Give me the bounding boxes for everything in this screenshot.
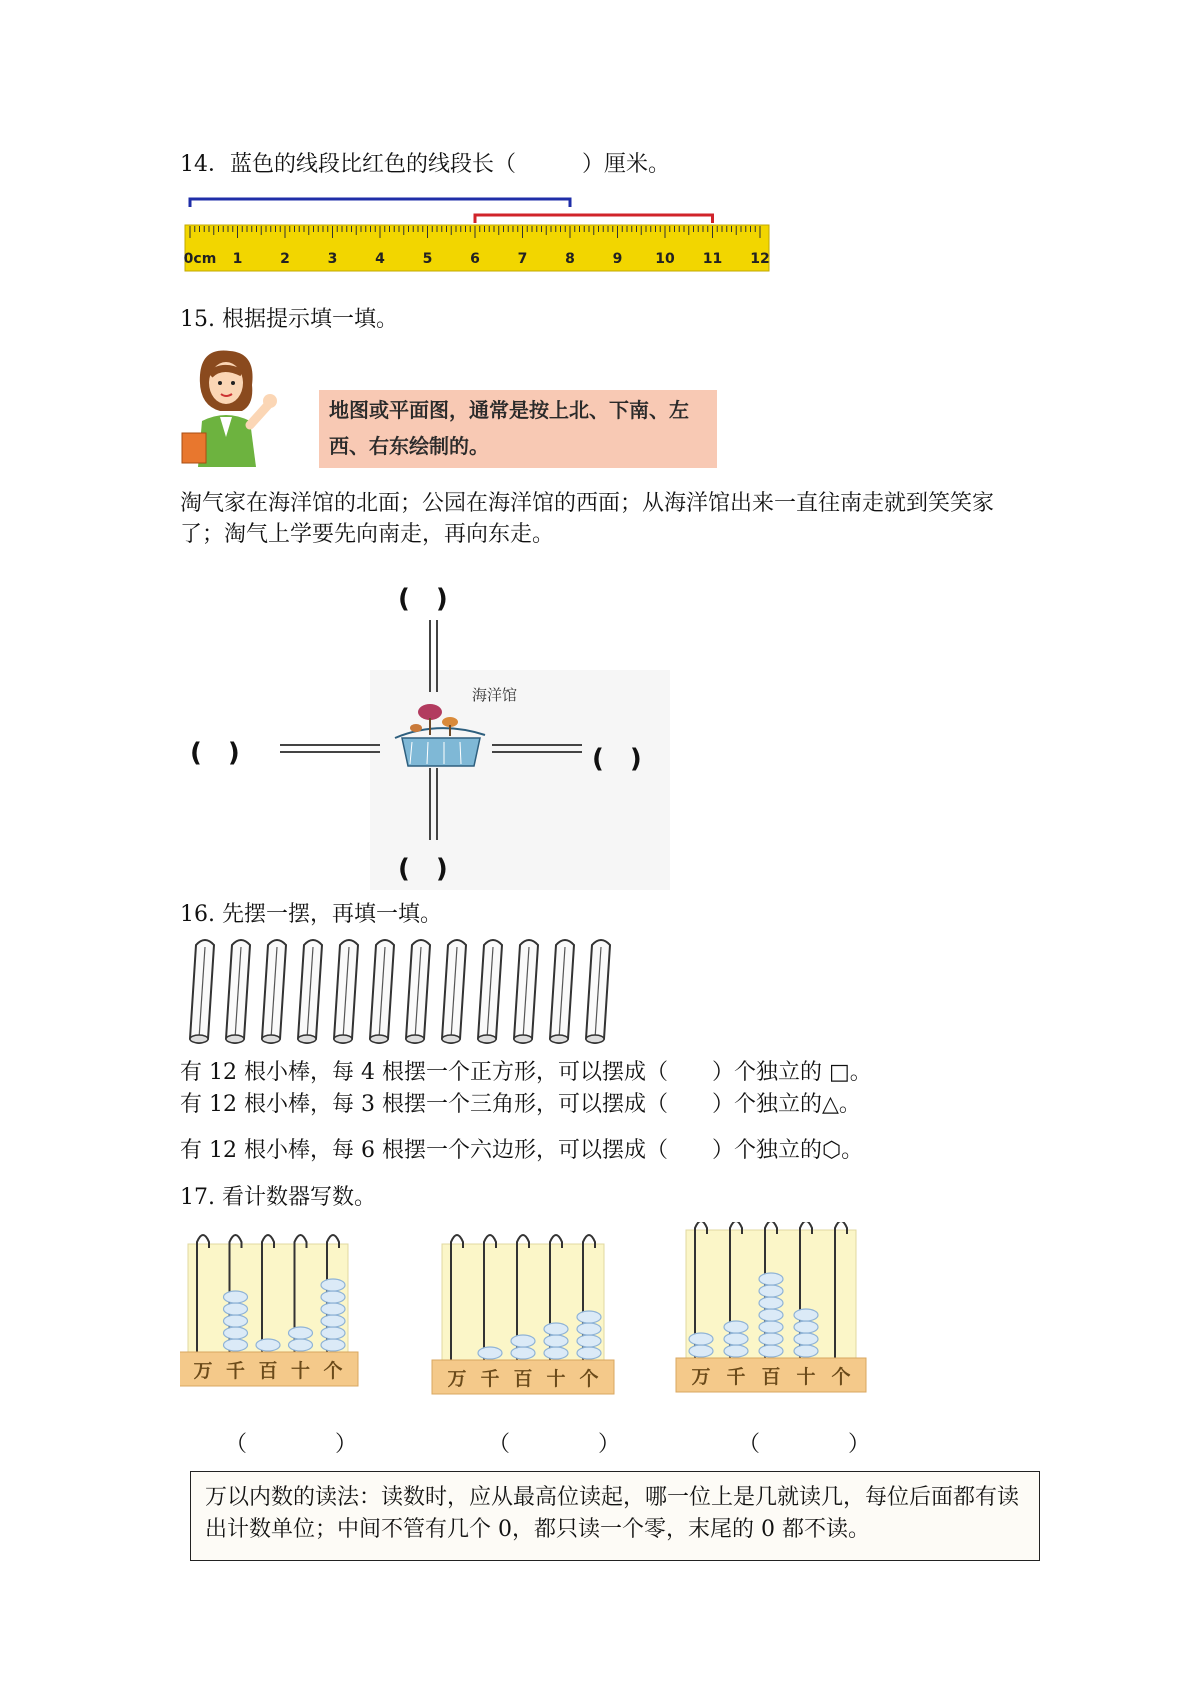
west-blank[interactable]: ( ) xyxy=(190,738,240,768)
abacus-bead xyxy=(321,1315,345,1327)
stick xyxy=(586,940,610,1043)
q16-title: 16. 先摆一摆，再填一填。 xyxy=(180,902,442,927)
q16-line-2: 有 12 根小棒，每 3 根摆一个三角形，可以摆成（ ）个独立的△。 xyxy=(180,1092,861,1117)
abacus-bead xyxy=(759,1345,783,1357)
abacus-bead xyxy=(759,1309,783,1321)
sticks-figure xyxy=(180,935,640,1047)
answer-3[interactable]: （ ） xyxy=(738,1432,871,1457)
ruler-label: 9 xyxy=(612,251,623,267)
abacus-bead xyxy=(321,1279,345,1291)
abacus xyxy=(432,1235,614,1394)
abacus-bead xyxy=(256,1339,280,1351)
abacus-bead xyxy=(577,1347,601,1359)
abacus-bead xyxy=(321,1339,345,1351)
q15-paragraph: 淘气家在海洋馆的北面；公园在海洋馆的西面；从海洋馆出来一直往南走就到笑笑家了；淘气上学要先向南走，再向东走。 xyxy=(180,491,995,547)
place-label: 万 xyxy=(447,1368,467,1390)
reading-rule-box: 万以内数的读法：读数时，应从最高位读起，哪一位上是几就读几，每位后面都有读出计数单位；中间不管有几个 0，都只读一个零，末尾的 0 都不读。 xyxy=(190,1471,1040,1561)
abacus-bead xyxy=(544,1335,568,1347)
abacus-bead xyxy=(511,1335,535,1347)
blue-segment xyxy=(190,199,570,207)
abacus-bead xyxy=(289,1339,313,1351)
place-label: 千 xyxy=(726,1366,746,1388)
stick xyxy=(514,940,538,1043)
abacus xyxy=(180,1235,358,1386)
ruler-figure xyxy=(180,195,780,281)
stick xyxy=(550,940,574,1043)
abacus-bead xyxy=(577,1323,601,1335)
place-label: 千 xyxy=(225,1360,246,1382)
abacus-bead xyxy=(511,1347,535,1359)
stick xyxy=(370,940,394,1043)
q16-line-1: 有 12 根小棒，每 4 根摆一个正方形，可以摆成（ ）个独立的 □。 xyxy=(180,1060,872,1085)
hint-box: 地图或平面图，通常是按上北、下南、左西、右东绘制的。 xyxy=(319,390,717,468)
abacus-bead xyxy=(478,1347,502,1359)
ruler-label: 1 xyxy=(232,251,243,267)
abacus-bead xyxy=(759,1321,783,1333)
abacus-bead xyxy=(224,1291,248,1303)
abacus-bead xyxy=(759,1333,783,1345)
place-label: 百 xyxy=(258,1360,278,1382)
abacus-bead xyxy=(794,1345,818,1357)
abacus-bead xyxy=(759,1285,783,1297)
abacus-bead xyxy=(544,1323,568,1335)
abacus-bead xyxy=(794,1333,818,1345)
north-blank[interactable]: ( ) xyxy=(398,584,448,614)
answer-2[interactable]: （ ） xyxy=(488,1432,621,1457)
q14-text: 14．蓝色的线段比红色的线段长（ ）厘米。 xyxy=(180,152,670,177)
stick xyxy=(478,940,502,1043)
teacher-illustration xyxy=(180,345,285,467)
abacus-bead xyxy=(689,1345,713,1357)
place-label: 百 xyxy=(513,1368,533,1390)
q15-title: 15. 根据提示填一填。 xyxy=(180,307,398,332)
red-segment xyxy=(475,215,713,223)
abacus xyxy=(676,1222,866,1392)
compass-diagram xyxy=(180,570,680,890)
q16-line-3: 有 12 根小棒，每 6 根摆一个六边形，可以摆成（ ）个独立的⬡。 xyxy=(180,1138,864,1163)
abacus-bead xyxy=(724,1333,748,1345)
stick xyxy=(334,940,358,1043)
q17-title: 17. 看计数器写数。 xyxy=(180,1185,376,1210)
ruler-label: 12 xyxy=(750,251,770,267)
place-label: 十 xyxy=(546,1368,566,1390)
stick xyxy=(262,940,286,1043)
south-blank[interactable]: ( ) xyxy=(398,854,448,884)
answer-1[interactable]: （ ） xyxy=(225,1432,358,1457)
stick xyxy=(406,940,430,1043)
place-label: 百 xyxy=(761,1366,781,1388)
abacus-bead xyxy=(577,1335,601,1347)
abacus-bead xyxy=(224,1303,248,1315)
abacus-bead xyxy=(724,1345,748,1357)
aquarium-icon xyxy=(395,704,485,766)
abacus-bead xyxy=(544,1347,568,1359)
place-label: 个 xyxy=(323,1360,343,1382)
abacus-bead xyxy=(321,1291,345,1303)
abacus-bead xyxy=(794,1309,818,1321)
abacus-figures xyxy=(180,1222,900,1422)
east-blank[interactable]: ( ) xyxy=(592,744,642,774)
ruler-label: 7 xyxy=(517,251,528,267)
abacus-bead xyxy=(224,1315,248,1327)
abacus-bead xyxy=(321,1303,345,1315)
ruler-label: 11 xyxy=(702,251,723,267)
place-label: 十 xyxy=(290,1360,311,1382)
ruler-label: 2 xyxy=(280,251,290,267)
abacus-bead xyxy=(224,1327,248,1339)
stick xyxy=(226,940,250,1043)
stick xyxy=(442,940,466,1043)
ruler-label: 5 xyxy=(422,251,433,267)
ruler-label: 3 xyxy=(327,251,338,267)
abacus-bead xyxy=(224,1339,248,1351)
abacus-bead xyxy=(289,1327,313,1339)
abacus-bead xyxy=(689,1333,713,1345)
place-label: 万 xyxy=(691,1366,711,1388)
place-label: 个 xyxy=(831,1366,851,1388)
abacus-bead xyxy=(759,1273,783,1285)
place-label: 万 xyxy=(193,1360,213,1382)
abacus-bead xyxy=(759,1297,783,1309)
stick xyxy=(190,940,214,1043)
ruler-label: 0cm xyxy=(183,251,217,267)
aquarium-label: 海洋馆 xyxy=(472,686,518,704)
ruler-label: 8 xyxy=(565,251,575,267)
ruler-label: 4 xyxy=(375,251,385,267)
place-label: 千 xyxy=(480,1368,500,1390)
ruler-label: 10 xyxy=(655,251,675,267)
place-label: 个 xyxy=(579,1368,599,1390)
abacus-bead xyxy=(724,1321,748,1333)
place-label: 十 xyxy=(796,1366,816,1388)
abacus-bead xyxy=(577,1311,601,1323)
abacus-bead xyxy=(321,1327,345,1339)
stick xyxy=(298,940,322,1043)
abacus-bead xyxy=(794,1321,818,1333)
ruler-label: 6 xyxy=(470,251,480,267)
